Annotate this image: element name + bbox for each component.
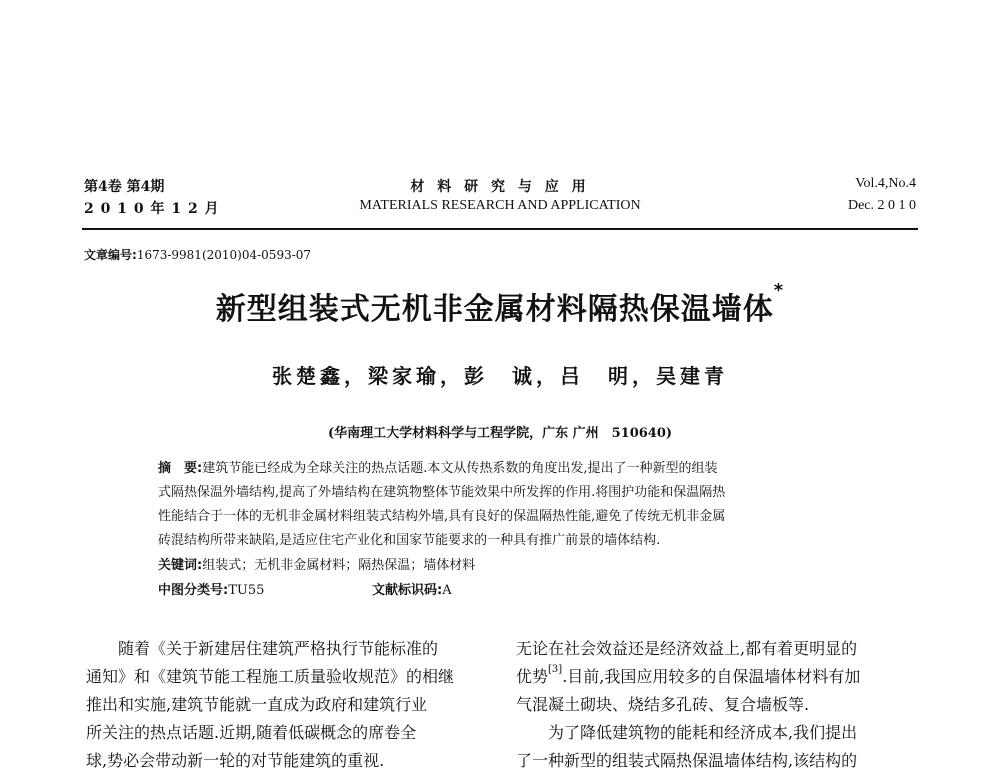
- body-left-line-2: 通知》和《建筑节能工程施工质量验收规范》的相继: [86, 667, 455, 686]
- abstract-line-3: 性能结合于一体的无机非金属材料组装式结构外墙,具有良好的保温隔热性能,避免了传统无机非金属: [158, 509, 726, 524]
- header-date-en: Dec. 2 0 1 0: [847, 198, 916, 213]
- authors: 张楚鑫，梁家瑜，彭 诚，吕 明，吴建青: [272, 364, 728, 388]
- abstract-line-4: 砖混结构所带来缺陷,是适应住宅产业化和国家节能要求的一种具有推广前景的墙体结构.: [158, 533, 661, 548]
- page-title: [0, 280, 1000, 328]
- page-title-text: 新型组装式无机非金属材料隔热保温墙体: [215, 292, 774, 327]
- keywords-label: 关键词:: [158, 558, 203, 573]
- citation-ref: [3]: [548, 664, 563, 675]
- abstract-label: 摘 要:: [158, 461, 203, 476]
- keywords: [158, 555, 475, 577]
- abstract-text-1: 建筑节能已经成为全球关注的热点话题.本文从传热系数的角度出发,提出了一种新型的组装: [202, 461, 718, 476]
- body-left-line-3: 推出和实施,建筑节能就一直成为政府和建筑行业: [86, 695, 428, 714]
- title-footnote-mark: *: [773, 280, 785, 301]
- article-id-label: 文章编号:: [84, 248, 137, 262]
- classification-label: 中图分类号:: [158, 583, 229, 598]
- header-journal-cn: 材 料 研 究 与 应 用: [410, 179, 590, 195]
- body-right-line-4: 为了降低建筑物的能耗和经济成本,我们提出: [516, 723, 858, 742]
- doc-code-value: A: [442, 583, 452, 598]
- header-volume-issue: 第4卷 第4期: [84, 179, 165, 195]
- body-right-line-1: 无论在社会效益还是经济效益上,都有着更明显的: [516, 639, 858, 658]
- abstract-line-2: 式隔热保温外墙结构,提高了外墙结构在建筑物整体节能效果中所发挥的作用.将围护功能和保温隔热: [158, 485, 726, 500]
- body-right-text-2b: .目前,我国应用较多的自保温墙体材料有加: [562, 667, 861, 686]
- header-journal-en: MATERIALS RESEARCH AND APPLICATION: [359, 198, 641, 213]
- body-right-line-5: 了一种新型的组装式隔热保温墙体结构,该结构的: [516, 751, 858, 770]
- body-left-line-5: 球,势必会带动新一轮的对节能建筑的重视.: [86, 751, 385, 770]
- doc-code: [372, 580, 452, 602]
- body-right-line-2: [516, 664, 860, 687]
- header-vol-en: Vol.4,No.4: [855, 176, 916, 191]
- article-id: [84, 246, 311, 263]
- article-id-value: 1673-9981(2010)04-0593-07: [136, 248, 312, 262]
- classification-value: TU55: [228, 583, 265, 598]
- body-right-line-3: 气混凝土砌块、烧结多孔砖、复合墙板等.: [516, 695, 810, 714]
- header-rule: [82, 228, 918, 230]
- affiliation: (华南理工大学材料科学与工程学院，广东 广州 510640): [327, 426, 673, 441]
- keywords-value: 组装式；无机非金属材料；隔热保温；墙体材料: [202, 558, 476, 573]
- body-right-text-2a: 优势: [516, 667, 549, 686]
- doc-code-label: 文献标识码:: [372, 583, 443, 598]
- classification: [158, 580, 264, 602]
- body-left-line-1: 随着《关于新建居住建筑严格执行节能标准的: [86, 639, 439, 658]
- body-left-line-4: 所关注的热点话题.近期,随着低碳概念的席卷全: [86, 723, 417, 742]
- header-date-cn: 2 0 1 0 年 1 2 月: [84, 201, 220, 217]
- abstract-line-1: [158, 458, 717, 480]
